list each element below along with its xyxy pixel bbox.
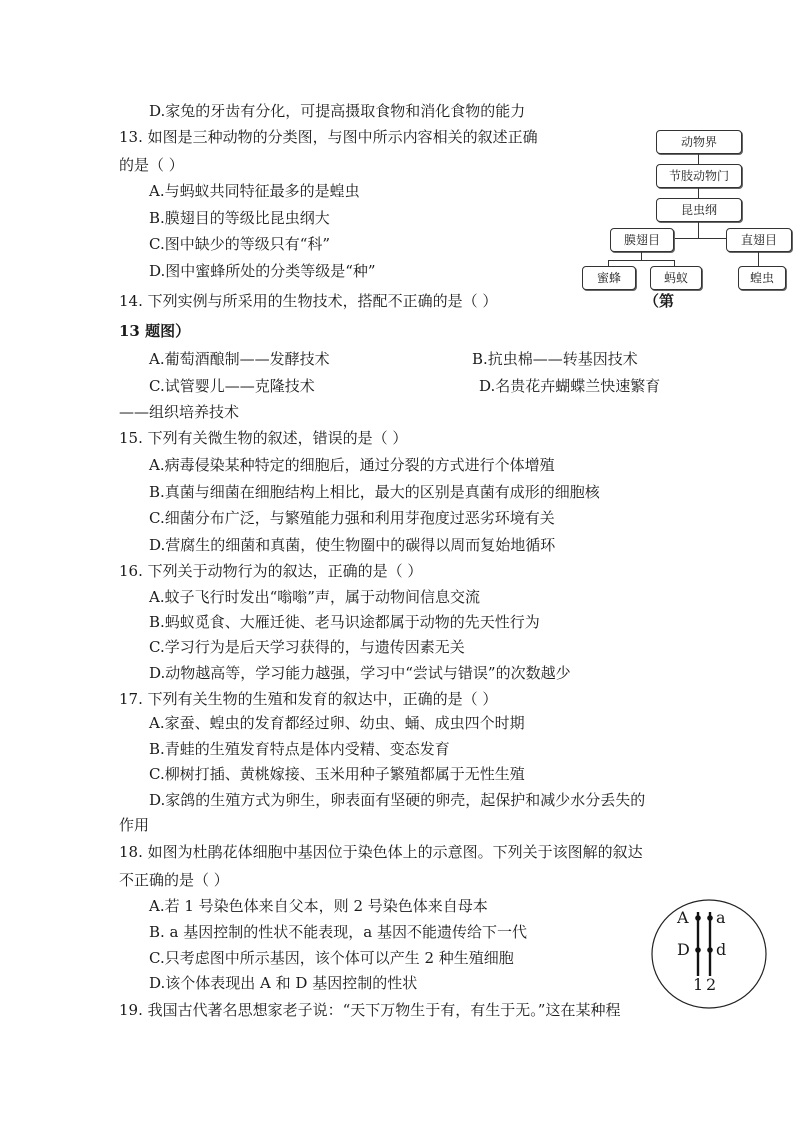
connector <box>698 154 699 164</box>
q14-option-a: A.葡萄酒酿制——发酵技术 <box>149 350 330 368</box>
q16-option-a: A.蚊子飞行时发出“嗡嗡”声，属于动物间信息交流 <box>149 588 480 606</box>
q14-stem: 14. 下列实例与所采用的生物技术，搭配不正确的是（ ） <box>119 292 498 310</box>
q16-option-b: B.蚂蚁觅食、大雁迁徙、老马识途都属于动物的先天性行为 <box>149 613 540 631</box>
q13-figure-caption-part1: （第 <box>644 292 675 310</box>
connector <box>698 188 699 198</box>
q15-stem: 15. 下列有关微生物的叙述，错误的是（ ） <box>119 429 408 447</box>
connector <box>698 222 699 238</box>
q14-option-c: C.试管婴儿——克隆技术 <box>149 377 315 395</box>
q17-option-a: A.家蚕、蝗虫的发育都经过卵、幼虫、蛹、成虫四个时期 <box>149 714 525 732</box>
node-species-ant: 蚂蚁 <box>650 266 702 290</box>
q15-option-c: C.细菌分布广泛，与繁殖能力强和利用芽孢度过恶劣环境有关 <box>149 509 555 527</box>
q16-stem: 16. 下列关于动物行为的叙达，正确的是（ ） <box>119 562 423 580</box>
q14-option-d: D.名贵花卉蝴蝶兰快速繁育 <box>479 377 661 395</box>
q17-option-d: D.家鸽的生殖方式为卵生，卵表面有坚硬的卵壳，起保护和减少水分丢失的 <box>149 791 646 809</box>
q18-stem-line2: 不正确的是（ ） <box>119 871 229 889</box>
connector <box>608 260 674 261</box>
q17-option-b: B.青蛙的生殖发育特点是体内受精、变态发育 <box>149 740 450 758</box>
q18-stem-line1: 18. 如图为杜鹃花体细胞中基因位于染色体上的示意图。下列关于该图解的叙达 <box>119 843 643 861</box>
q14-option-b: B.抗虫棉——转基因技术 <box>472 350 638 368</box>
q14-option-d-continued: ——组织培养技术 <box>119 403 240 421</box>
gene-label-A: A <box>677 908 689 927</box>
q16-option-d: D.动物越高等，学习能力越强，学习中“尝试与错误”的次数越少 <box>149 664 571 682</box>
q15-option-a: A.病毒侵染某种特定的细胞后，通过分裂的方式进行个体增殖 <box>149 456 555 474</box>
q15-option-b: B.真菌与细菌在细胞结构上相比，最大的区别是真菌有成形的细胞核 <box>149 483 600 501</box>
connector <box>672 238 726 239</box>
q13-stem-line1: 13. 如图是三种动物的分类图，与图中所示内容相关的叙述正确 <box>119 128 538 146</box>
chromosome-number-2: 2 <box>706 975 717 994</box>
classification-diagram <box>578 126 794 286</box>
node-phylum: 节肢动物门 <box>656 164 742 188</box>
q13-option-b: B.膜翅目的等级比昆虫纲大 <box>149 209 330 227</box>
q13-option-c: C.图中缺少的等级只有“科” <box>149 235 331 253</box>
q17-stem: 17. 下列有关生物的生殖和发育的叙达中，正确的是（ ） <box>119 690 498 708</box>
gene-label-a: a <box>716 908 726 927</box>
chromosome-figure <box>650 898 768 1010</box>
node-class: 昆虫纲 <box>656 198 742 222</box>
connector <box>758 252 759 266</box>
q18-option-d: D.该个体表现出 A 和 D 基因控制的性状 <box>149 974 418 992</box>
q13-stem-line2: 的是（ ） <box>119 156 184 174</box>
gene-label-D: D <box>677 940 690 959</box>
q18-option-b: B. a 基因控制的性状不能表现，a 基因不能遗传给下一代 <box>149 923 527 941</box>
q13-option-a: A.与蚂蚁共同特征最多的是蝗虫 <box>149 182 360 200</box>
q13-figure-caption-part2: 13 题图） <box>119 322 191 340</box>
node-species-honeybee: 蜜蜂 <box>582 266 636 290</box>
q18-option-c: C.只考虑图中所示基因，该个体可以产生 2 种生殖细胞 <box>149 949 514 967</box>
node-species-locust: 蝗虫 <box>738 266 786 290</box>
q13-option-d: D.图中蜜蜂所处的分类等级是“种” <box>149 262 376 280</box>
q16-option-c: C.学习行为是后天学习获得的，与遗传因素无关 <box>149 638 465 656</box>
q15-option-d: D.营腐生的细菌和真菌，使生物圈中的碳得以周而复始地循环 <box>149 536 556 554</box>
chromosome-number-1: 1 <box>693 975 704 994</box>
q19-stem: 19. 我国古代著名思想家老子说：“天下万物生于有，有生于无。”这在某种程 <box>119 1001 621 1019</box>
gene-label-d: d <box>716 940 727 959</box>
q17-option-d-continued: 作用 <box>119 816 150 834</box>
node-order-orthoptera: 直翅目 <box>726 228 792 252</box>
q17-option-c: C.柳树打插、黄桃嫁接、玉米用种子繁殖都属于无性生殖 <box>149 765 525 783</box>
connector <box>641 252 642 260</box>
q18-option-a: A.若 1 号染色体来自父本，则 2 号染色体来自母本 <box>149 897 488 915</box>
node-order-hymenoptera: 膜翅目 <box>610 228 674 252</box>
q12-option-d: D.家兔的牙齿有分化，可提高摄取食物和消化食物的能力 <box>149 102 526 120</box>
node-kingdom: 动物界 <box>656 130 742 154</box>
